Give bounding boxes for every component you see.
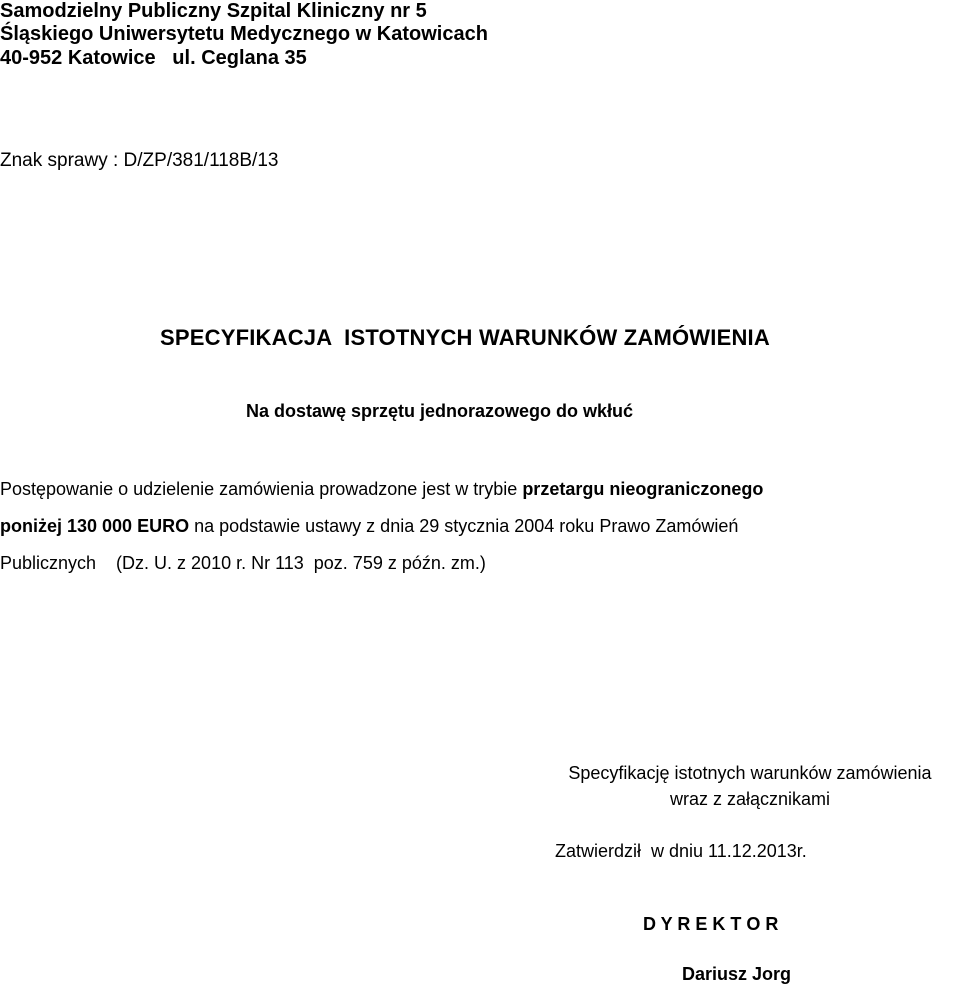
body-line-1 bbox=[0, 479, 763, 500]
body-text: Postępowanie o udzielenie zamówienia prowadzone jest w trybie bbox=[0, 479, 523, 499]
signatory-name: Dariusz Jorg bbox=[682, 964, 792, 984]
approval-line-2: wraz z załącznikami bbox=[669, 789, 831, 809]
hospital-name-line1: Samodzielny Publiczny Szpital Kliniczny nr 5 bbox=[0, 0, 427, 22]
body-text: na podstawie ustawy z dnia 29 stycznia 2004 roku Prawo Zamówień bbox=[189, 516, 739, 536]
approval-line-1: Specyfikację istotnych warunków zamówienia bbox=[568, 763, 932, 783]
body-line-3: Publicznych (Dz. U. z 2010 r. Nr 113 poz. 759 z późn. zm.) bbox=[0, 553, 486, 573]
document-title: SPECYFIKACJA ISTOTNYCH WARUNKÓW ZAMÓWIENIA bbox=[160, 325, 770, 350]
hospital-name-line2: Śląskiego Uniwersytetu Medycznego w Katowicach bbox=[0, 23, 488, 45]
case-number: Znak sprawy : D/ZP/381/118B/13 bbox=[0, 150, 279, 171]
body-line-2 bbox=[0, 516, 738, 537]
hospital-address: 40-952 Katowice ul. Ceglana 35 bbox=[0, 47, 307, 69]
document-subtitle: Na dostawę sprzętu jednorazowego do wkłuć bbox=[246, 401, 634, 421]
signatory-role: D Y R E K T O R bbox=[643, 914, 779, 934]
approval-date: Zatwierdził w dniu 11.12.2013r. bbox=[555, 841, 807, 861]
body-bold-text: poniżej 130 000 EURO bbox=[0, 516, 190, 536]
body-bold-text: przetargu nieograniczonego bbox=[522, 479, 764, 499]
